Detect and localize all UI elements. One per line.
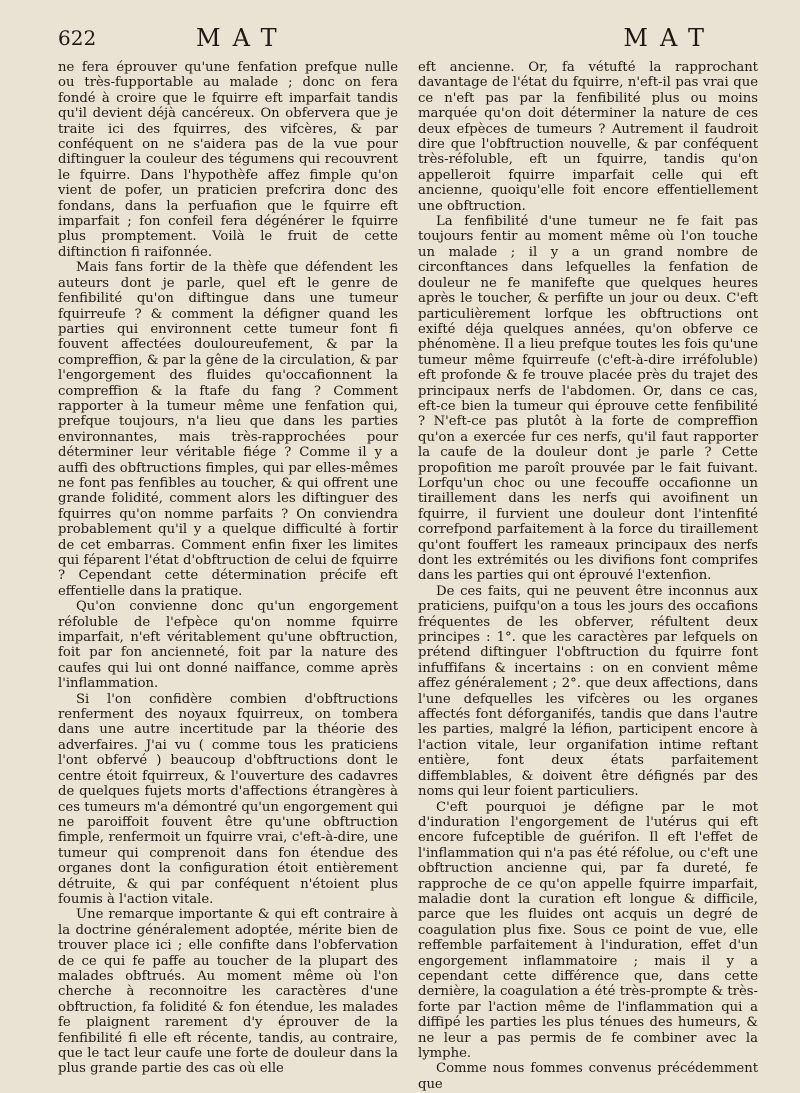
running-header	[58, 24, 760, 54]
paragraph: La fenfibilité d'une tumeur ne fe fait pas toujours fentir au moment même où l'on touche un malade ; il y a un grand nombre de circonftances dans lefquelles la fenfation de douleur ne fe manifefte que quelques heures après le toucher, & perfifte un jour ou deux. C'eft particulièrement lorfque les obftructions ont exifté déja quelques années, qu'on obferve ce phénomène. Il a lieu prefque toutes les fois qu'une tumeur même fquirreufe (c'eft-à-dire irréfoluble) eft profonde & fe trouve placée près du trajet des principaux nerfs de l'abdomen. Or, dans ce cas, eft-ce bien la tumeur qui éprouve cette fenfibilité ? N'eft-ce pas plutôt à la forte de compreffion qu'on a exercée fur ces nerfs, qu'il faut rapporter la caufe de la douleur dont je parle ? Cette propofition me paroît prouvée par le fait fuivant. Lorfqu'un choc ou une fecouffe occafionne un tiraillement dans les nerfs qui avoifinent un fquirre, il furvient une douleur dont l'intenfité correfpond parfaitement à la force du tiraillement qu'ont fouffert les rameaux principaux des nerfs dont les extrémités ou les divifions font comprifes dans les parties qui ont éprouvé l'extenfion.	[418, 214, 758, 584]
page-number: 622	[58, 26, 97, 50]
paragraph: Si l'on confidère combien d'obftructions renferment des noyaux fquirreux, on tombera dans une autre incertitude par la théorie des adverfaires. J'ai vu ( comme tous les praticiens l'ont obfervé ) beaucoup d'obftructions dont le centre étoit fquirreux, & l'ouverture des cadavres de quelques fujets morts d'affections étrangères à ces tumeurs m'a démontré qu'un engorgement qui ne paroiffoit fouvent être qu'une obftruction fimple, renfermoit un fquirre vrai, c'eft-à-dire, une tumeur qui comprenoit dans fon étendue des organes dont la configuration étoit entièrement détruite, & qui par conféquent n'étoient plus foumis à l'action vitale.	[58, 691, 398, 907]
paragraph: Mais fans fortir de la thèfe que défendent les auteurs dont je parle, quel eft le genre de fenfibilité qu'on diftingue dans une tumeur fquirreufe ? & comment la défigner quand les parties qui environnent cette tumeur font fi fouvent affectées douloureufement, & par la compreffion, & par la gêne de la circulation, & par l'engorgement des fluides qu'occafionnent la compreffion & la ftafe du fang ? Comment rapporter à la tumeur même une fenfation qui, prefque toujours, n'a lieu que dans les parties environnantes, mais très-rapprochées pour déterminer leur véritable fiége ? Comme il y a auffi des obftructions fimples, qui par elles-mêmes ne font pas fenfibles au toucher, & qui offrent une grande folidité, comment alors les diftinguer des fquirres qu'on nomme parfaits ? On conviendra probablement qu'il y a quelque difficulté à fortir de cet embarras. Comment enfin fixer les limites qui féparent l'état d'obftruction de celui de fquirre ? Cependant cette détermination précife eft effentielle dans la pratique.	[58, 260, 398, 599]
paragraph: ne fera éprouver qu'une fenfation prefque nulle ou très-fupportable au malade ; donc on fera fondé à croire que le fquirre eft imparfait tandis qu'il devient déjà cancéreux. On obfervera que je traite ici des fquirres, des vifcères, & par conféquent on ne s'aidera pas de la vue pour diftinguer la couleur des tégumens qui recouvrent le fquirre. Dans l'hypothèfe affez fimple qu'on vient de pofer, un praticien prefcrira donc des fondans, dans la perfuafion que le fquirre eft imparfait ; fon confeil fera dégénérer le fquirre plus promptement. Voilà le fruit de cette diftinction fi raifonnée.	[58, 60, 398, 260]
paragraph: C'eft pourquoi je défigne par le mot d'induration l'engorgement de l'utérus qui eft encore fufceptible de guérifon. Il eft l'effet de l'inflammation qui n'a pas été réfolue, ou c'eft une obftruction ancienne qui, par fa dureté, fe rapproche de ce qu'on appelle fquirre imparfait, maladie dont la curation eft longue & difficile, parce que les fluides ont acquis un degré de coagulation plus fixe. Sous ce point de vue, elle reffemble parfaitement à l'induration, effet d'un engorgement inflammatoire ; mais il y a cependant cette différence que, dans cette dernière, la coagulation a été très-prompte & très-forte par l'action même de l'inflammation qui a diffipé les parties les plus ténues des humeurs, & ne leur a pas permis de fe combiner avec la lymphe.	[418, 799, 758, 1061]
paragraph: Comme nous fommes convenus précédemment que	[418, 1061, 758, 1092]
left-running-head: MAT	[196, 24, 289, 52]
left-column	[58, 60, 398, 1077]
paragraph: Une remarque importante & qui eft contraire à la doctrine généralement adoptée, mérite bien de trouver place ici ; elle confifte dans l'obfervation de ce qui fe paffe au toucher de la plupart des malades obftrués. Au moment même où l'on cherche à reconnoitre les caractères d'une obftruction, fa folidité & fon étendue, les malades fe plaignent rarement d'y éprouver de la fenfibilité fi elle eft récente, tandis, au contraire, que le tact leur caufe une forte de douleur dans la plus grande partie des cas où elle	[58, 907, 398, 1077]
paragraph: eft ancienne. Or, fa vétufté la rapprochant davantage de l'état du fquirre, n'eft-il pas vrai que ce n'eft pas par la fenfibilité plus ou moins marquée qu'on doit déterminer la nature de ces deux efpèces de tumeurs ? Autrement il faudroit dire que l'obftruction nouvelle, & par conféquent très-réfoluble, eft un fquirre, tandis qu'on appelleroit fquirre imparfait celle qui eft ancienne, quoiqu'elle foit encore effentiellement une obftruction.	[418, 60, 758, 214]
right-running-head: MAT	[623, 24, 716, 52]
paragraph: Qu'on convienne donc qu'un engorgement réfoluble de l'efpèce qu'on nomme fquirre imparfait, n'eft véritablement qu'une obftruction, foit par fon ancienneté, foit par la nature des caufes qui lui ont donné naiffance, comme après l'inflammation.	[58, 599, 398, 692]
right-column	[418, 60, 758, 1092]
paragraph: De ces faits, qui ne peuvent être inconnus aux praticiens, puifqu'on a tous les jours des occafions fréquentes de les obferver, réfultent deux principes : 1°. que les caractères par lefquels on prétend diftinguer l'obftruction du fquirre font infuffifans & incertains : on en convient même affez généralement ; 2°. que deux affections, dans l'une defquelles les vifcères ou les organes affectés font déforganifés, tandis que dans l'autre les parties, malgré la léfion, participent encore à l'action vitale, leur organifation intime reftant entière, font deux états parfaitement diffemblables, & doivent être défignés par des noms qui leur foient particuliers.	[418, 583, 758, 800]
